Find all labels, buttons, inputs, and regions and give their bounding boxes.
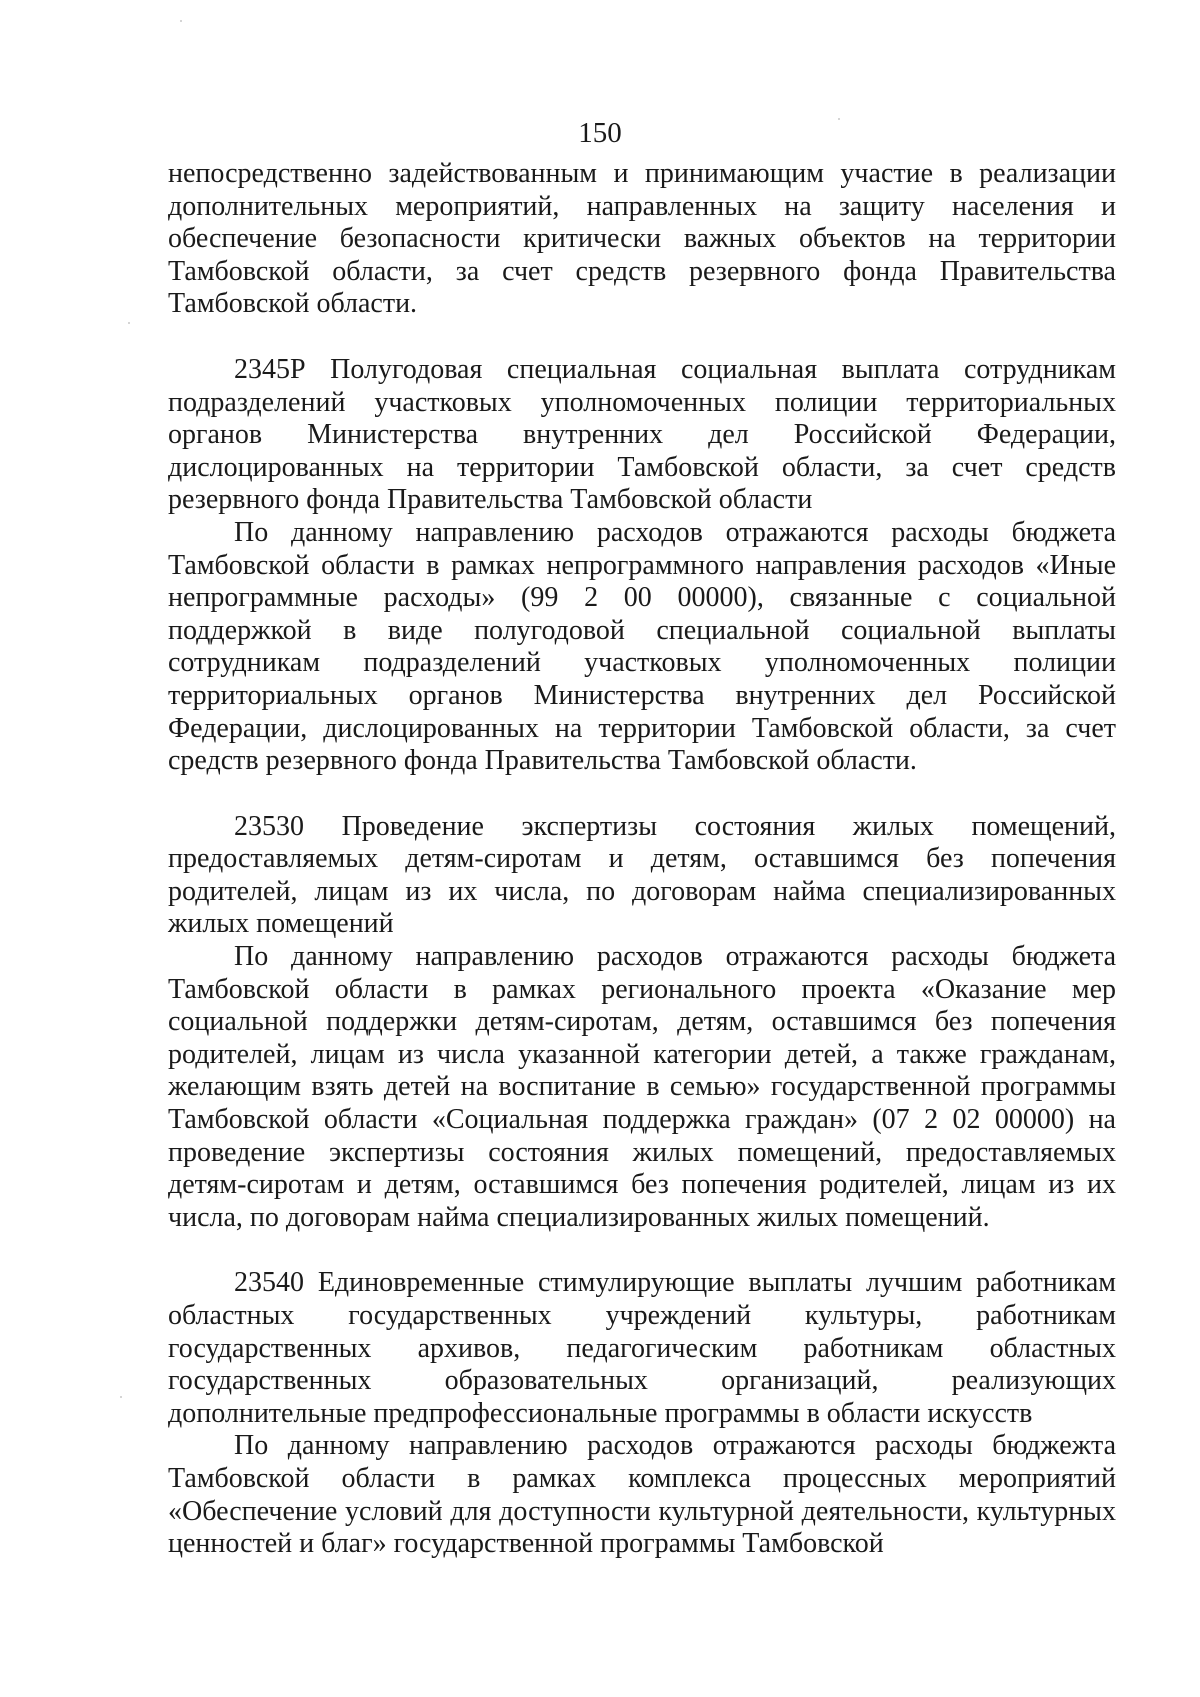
scan-speck [128, 322, 130, 324]
section-description-23530: По данному направлению расходов отражаются расходы бюджета Тамбовской области в рамках регионального проекта «Оказание мер социальной поддержки детям-сиротам, детям, оставшимся без попечения родителей, лицам из числа указанной категории детей, а также гражданам, желающим взять детей на воспитание в семью» государственной программы Тамбовской области «Социальная поддержка граждан» (07 2 02 00000) на проведение экспертизы состояния жилых помещений, предоставляемых детям-сиротам и детям, оставшимся без попечения родителей, лицам из их числа, по договорам найма специализированных жилых помещений. [168, 941, 1116, 1233]
document-body [168, 158, 1116, 1561]
page-number: 150 [578, 117, 622, 149]
scan-speck [180, 20, 182, 22]
section-description-2345r: По данному направлению расходов отражаются расходы бюджета Тамбовской области в рамках непрограммного направления расходов «Иные непрограммные расходы» (99 2 00 00000), связанные с социальной поддержкой в виде полугодовой специальной социальной выплаты сотрудникам подразделений участковых уполномоченных полиции территориальных органов Министерства внутренних дел Российской Федерации, дислоцированных на территории Тамбовской области, за счет средств резервного фонда Правительства Тамбовской области. [168, 516, 1116, 777]
section-heading-23540: 23540 Единовременные стимулирующие выплаты лучшим работникам областных государственных учреждений культуры, работникам государственных архивов, педагогическим работникам областных государственных образовательных организаций, реализующих дополнительные предпрофессиональные программы в области искусств [168, 1267, 1116, 1429]
scan-speck [120, 1396, 122, 1398]
section-description-23540: По данному направлению расходов отражаются расходы бюджежта Тамбовской области в рамках комплекса процессных мероприятий «Обеспечение условий для доступности культурной деятельности, культурных ценностей и благ» государственной программы Тамбовской [168, 1430, 1116, 1560]
paragraph-continuation: непосредственно задействованным и принимающим участие в реализации дополнительных мероприятий, направленных на защиту населения и обеспечение безопасности критически важных объектов на территории Тамбовской области, за счет средств резервного фонда Правительства Тамбовской области. [168, 158, 1116, 320]
section-heading-23530: 23530 Проведение экспертизы состояния жилых помещений, предоставляемых детям-сиротам и детям, оставшимся без попечения родителей, лицам из их числа, по договорам найма специализированных жилых помещений [168, 810, 1116, 940]
paragraph-gap [168, 1234, 1116, 1267]
paragraph-gap [168, 321, 1116, 354]
paragraph-gap [168, 778, 1116, 811]
section-heading-2345r: 2345Р Полугодовая специальная социальная выплата сотрудникам подразделений участковых уполномоченных полиции территориальных органов Министерства внутренних дел Российской Федерации, дислоцированных на территории Тамбовской области, за счет средств резервного фонда Правительства Тамбовской области [168, 353, 1116, 516]
